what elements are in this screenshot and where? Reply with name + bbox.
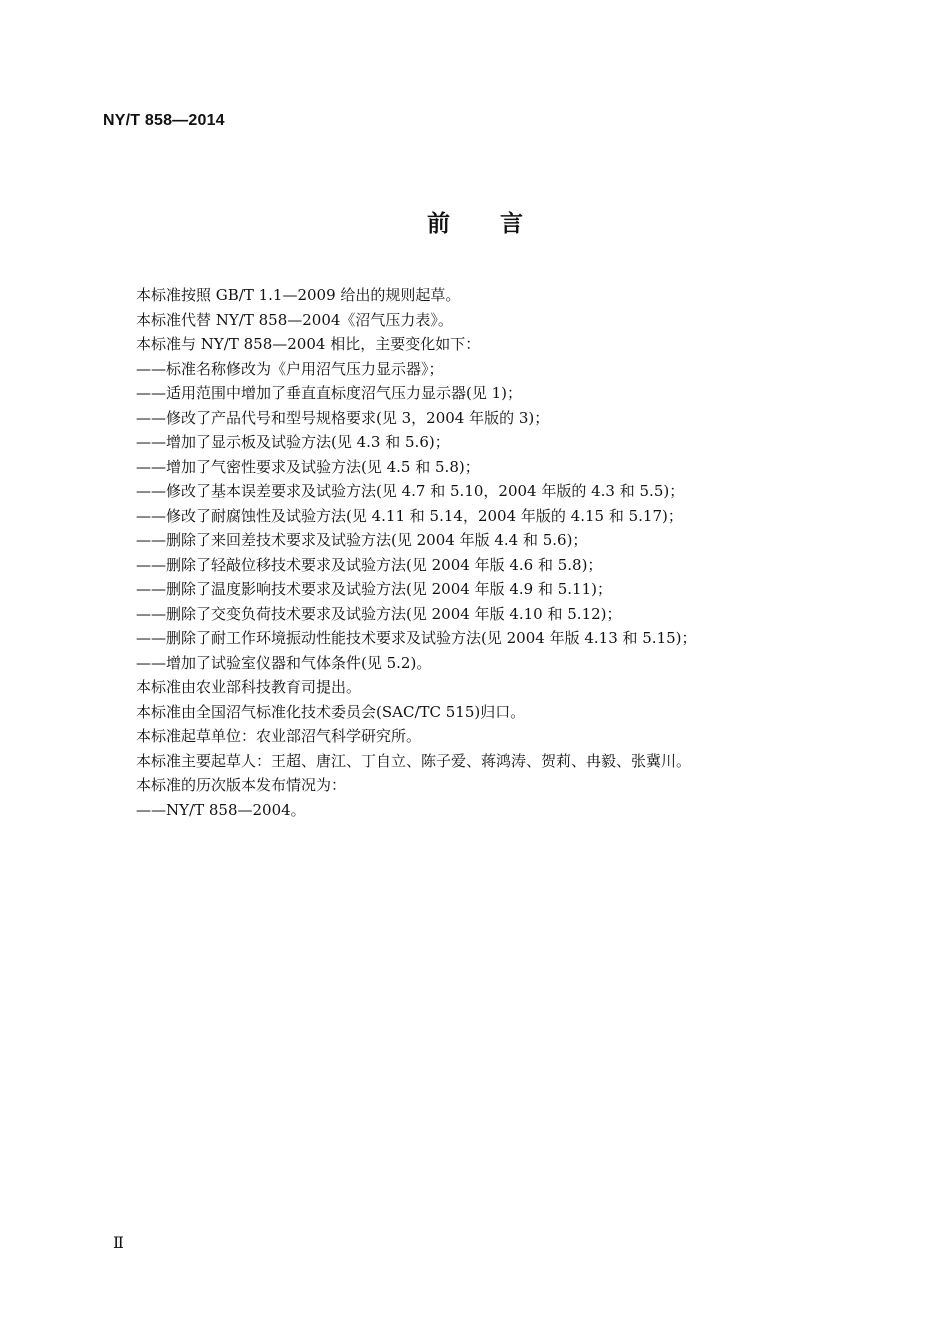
- change-list-item: ——增加了试验室仪器和气体条件(见 5.2)。: [136, 653, 432, 672]
- change-list-item: ——删除了来回差技术要求及试验方法(见 2004 年版 4.4 和 5.6)；: [136, 531, 588, 549]
- paragraph-line: 本标准主要起草人：王超、唐江、丁自立、陈子爱、蒋鸿涛、贺莉、冉毅、张冀川。: [136, 751, 692, 770]
- change-list-item: ——NY/T 858—2004。: [136, 800, 306, 819]
- paragraph-line: 本标准由农业部科技教育司提出。: [136, 678, 362, 696]
- change-list-item: ——删除了温度影响技术要求及试验方法(见 2004 年版 4.9 和 5.11)；: [136, 580, 612, 598]
- standard-code-header: NY/T 858—2014: [103, 112, 225, 129]
- paragraph-line: 本标准按照 GB/T 1.1—2009 给出的规则起草。: [136, 286, 461, 304]
- change-list-item: ——删除了耐工作环境振动性能技术要求及试验方法(见 2004 年版 4.13 和 5.15)；: [136, 629, 697, 647]
- change-list-item: ——增加了气密性要求及试验方法(见 4.5 和 5.8)；: [136, 457, 480, 476]
- paragraph-line: 本标准的历次版本发布情况为：: [136, 776, 347, 794]
- paragraph-line: 本标准起草单位：农业部沼气科学研究所。: [136, 727, 422, 745]
- foreword-body: [136, 283, 816, 822]
- change-list-item: ——删除了交变负荷技术要求及试验方法(见 2004 年版 4.10 和 5.12)；: [136, 604, 622, 623]
- change-list-item: ——适用范围中增加了垂直直标度沼气压力显示器(见 1)；: [136, 384, 523, 402]
- paragraph-line: 本标准代替 NY/T 858—2004《沼气压力表》。: [136, 310, 453, 329]
- change-list-item: ——修改了基本误差要求及试验方法(见 4.7 和 5.10，2004 年版的 4.3 和 5.5)；: [136, 482, 685, 500]
- change-list-item: ——增加了显示板及试验方法(见 4.3 和 5.6)；: [136, 433, 450, 451]
- change-list-item: ——修改了耐腐蚀性及试验方法(见 4.11 和 5.14，2004 年版的 4.15 和 5.17)；: [136, 506, 683, 525]
- change-list-item: ——标准名称修改为《户用沼气压力显示器》；: [136, 359, 444, 378]
- change-list-item: ——删除了轻敲位移技术要求及试验方法(见 2004 年版 4.6 和 5.8)；: [136, 555, 603, 574]
- change-list-item: ——修改了产品代号和型号规格要求(见 3，2004 年版的 3)；: [136, 408, 550, 427]
- page-title: 前言: [427, 211, 573, 237]
- page-number: Ⅱ: [113, 1233, 124, 1252]
- paragraph-line: 本标准与 NY/T 858—2004 相比，主要变化如下：: [136, 335, 481, 353]
- paragraph-line: 本标准由全国沼气标准化技术委员会(SAC/TC 515)归口。: [136, 702, 526, 721]
